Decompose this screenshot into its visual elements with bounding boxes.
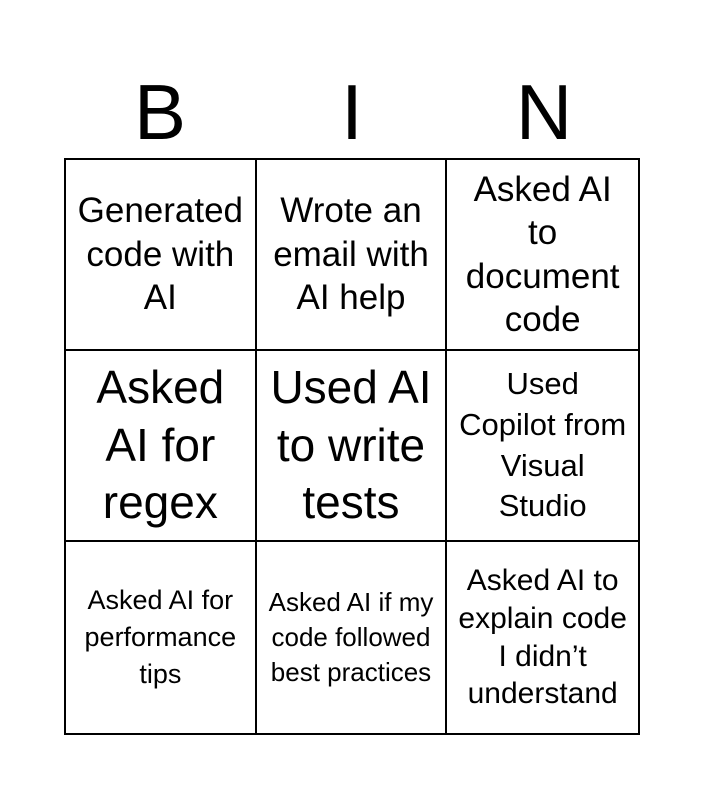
cell-text: Asked AI if my code followed best practices <box>268 587 434 687</box>
header-letter-n: N <box>515 68 573 156</box>
bingo-cell-r2c3[interactable] <box>447 351 638 542</box>
bingo-cell-r3c3[interactable] <box>447 542 638 733</box>
cell-text: Asked AI to explain code I didn’t understand <box>458 563 627 711</box>
bingo-header <box>64 68 640 156</box>
bingo-cell-r2c2[interactable] <box>257 351 448 542</box>
bingo-cell-r2c1[interactable] <box>66 351 257 542</box>
cell-text: Wrote an email with AI help <box>273 191 429 318</box>
header-letter-i: I <box>341 68 363 156</box>
bingo-cell-r3c1[interactable] <box>66 542 257 733</box>
bingo-cell-r1c2[interactable] <box>257 160 448 351</box>
bingo-cell-r1c3[interactable] <box>447 160 638 351</box>
header-letter-b: B <box>133 68 187 156</box>
cell-text: Used Copilot from Visual Studio <box>459 365 627 524</box>
bingo-board <box>64 158 640 735</box>
cell-text: Asked AI for performance tips <box>84 585 237 689</box>
cell-text: Used AI to write tests <box>270 361 432 529</box>
cell-text: Asked AI to document code <box>465 169 620 339</box>
cell-text: Generated code with AI <box>77 191 244 318</box>
cell-text: Asked AI for regex <box>96 361 225 529</box>
bingo-cell-r1c1[interactable] <box>66 160 257 351</box>
bingo-cell-r3c2[interactable] <box>257 542 448 733</box>
